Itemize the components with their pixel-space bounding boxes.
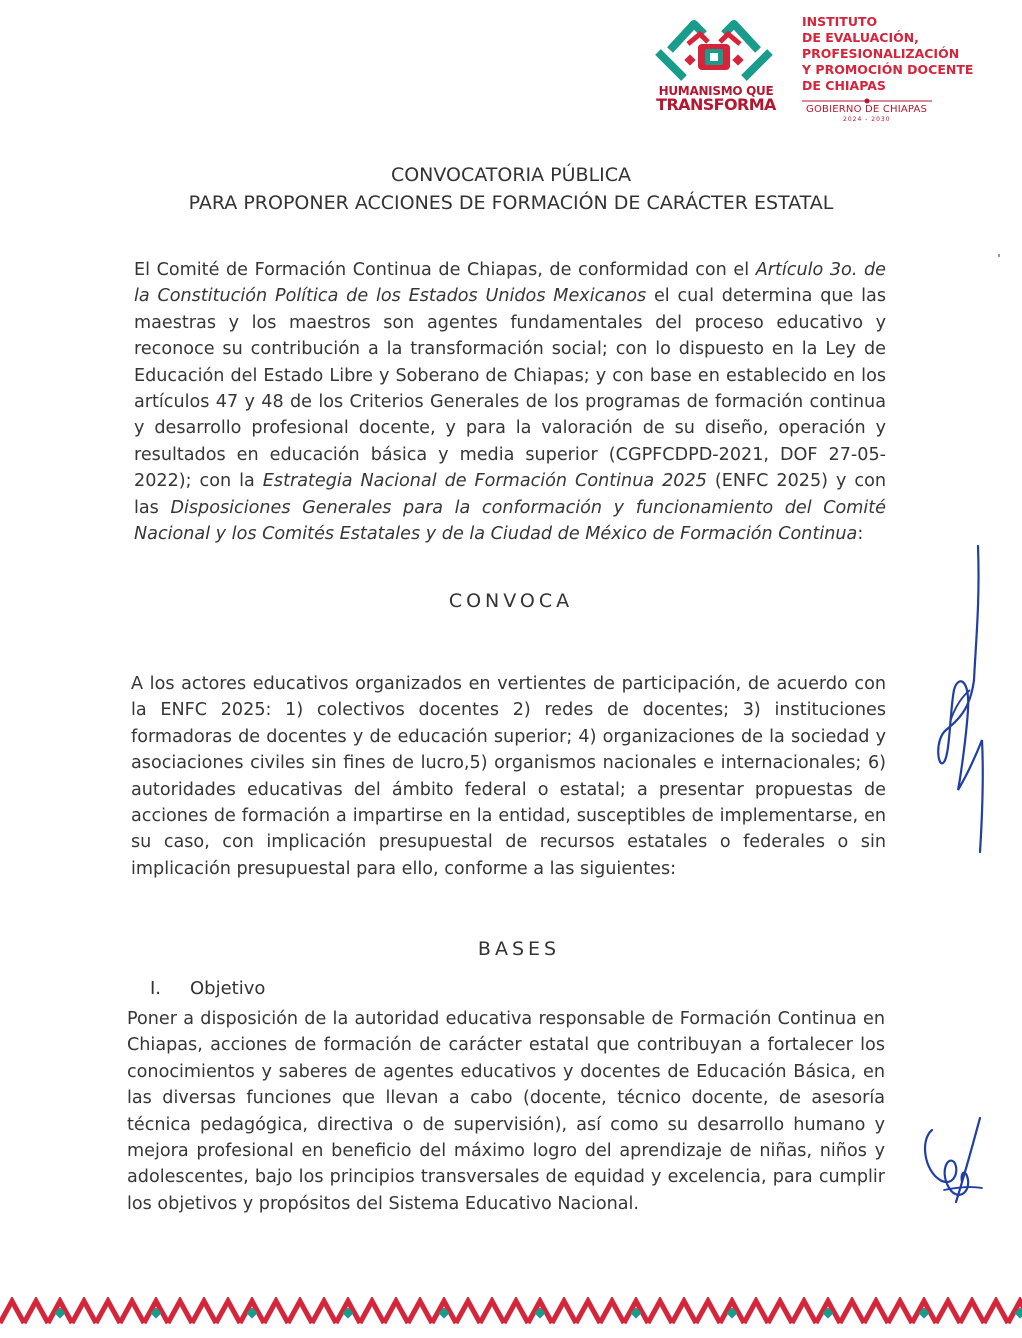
intro-text: el cual determina que las maestras y los maestros son agentes fundamentales del proceso educativo y reconoce su contribución a la transformación social; con lo dispuesto en la Ley de Educación del Estado Libre y Soberano de Chiapas; y con base en establecido en los artículos 47 y 48 de los Criterios Generales de los programas de formación continua y desarrollo profesional docente, y para la valoración de su diseño, operación y resultados en educación básica y media superior (CGPFCDPD-2021, DOF 27-05-2022); con la <box>134 286 886 492</box>
government-years: 2024 - 2030 <box>843 116 891 123</box>
intro-citation: Artículo 3o. de la Constitución Política de los Estados Unidos Mexicanos <box>134 260 887 307</box>
institute-line: Y PROMOCIÓN DOCENTE <box>802 62 974 77</box>
section-title: Objetivo <box>190 978 266 999</box>
logo-slogan <box>654 84 778 112</box>
handwritten-initials <box>910 1110 1000 1210</box>
handwritten-signature <box>920 540 1000 860</box>
bases-heading: BASES <box>477 938 561 960</box>
objetivo-paragraph: Poner a disposición de la autoridad educativa responsable de Formación Continua en Chiapas, acciones de formación de carácter estatal que contribuyan a fortalecer los conocimientos y saberes de agentes educativos y docentes de Educación Básica, en las diversas funciones que llevan a cabo (docente, técnico docente, de asesoría técnica pedagógica, directiva o de supervisión), así como su desarrollo humano y mejora profesional en beneficio del máximo logro del aprendizaje de niñas, niños y adolescentes, bajo los principios transversales de equidad y excelencia, para cumplir los objetivos y propósitos del Sistema Educativo Nacional. <box>127 1009 885 1214</box>
slogan-line-2: TRANSFORMA <box>656 95 776 114</box>
institute-line: INSTITUTO <box>802 14 878 29</box>
decorative-footer-band <box>0 1297 1022 1325</box>
institute-line: PROFESIONALIZACIÓN <box>802 46 960 61</box>
scan-speck <box>998 254 1000 257</box>
section-number: I. <box>150 978 162 999</box>
document-title: CONVOCATORIA PÚBLICA <box>390 164 632 186</box>
intro-citation: Disposiciones Generales para la conformación y funcionamiento del Comité Nacional y los Comités Estatales y de la Ciudad de México de Formación Continua <box>134 497 887 545</box>
government-label: GOBIERNO DE CHIAPAS <box>806 104 928 115</box>
institute-line: DE EVALUACIÓN, <box>802 30 919 45</box>
institute-name <box>802 14 1002 94</box>
intro-text: : <box>857 524 864 545</box>
section-heading <box>150 978 265 999</box>
convoca-heading: CONVOCA <box>448 590 574 612</box>
intro-text: El Comité de Formación Continua de Chiapas, de conformidad con el <box>134 260 756 280</box>
intro-citation: Estrategia Nacional de Formación Continua 2025 <box>262 471 707 492</box>
slogan-line-1: HUMANISMO QUE <box>658 84 774 98</box>
institute-line: DE CHIAPAS <box>802 78 886 93</box>
intro-text: (ENFC 2025) y con las <box>134 471 887 518</box>
intro-paragraph <box>134 257 886 547</box>
document-subtitle: PARA PROPONER ACCIONES DE FORMACIÓN DE CARÁCTER ESTATAL <box>188 192 834 214</box>
humanismo-que-transforma-logo <box>650 16 778 86</box>
convoca-paragraph: A los actores educativos organizados en vertientes de participación, de acuerdo con la ENFC 2025: 1) colectivos docentes 2) redes de docentes; 3) instituciones formadoras de docentes y de educación superior; 4) organizaciones de la sociedad y asociaciones civiles sin fines de lucro,5) organismos nacionales e internacionales; 6) autoridades educativas del ámbito federal o estatal; a presentar propuestas de acciones de formación a impartirse en la entidad, susceptibles de implementarse, en su caso, con implicación presupuestal de recursos estatales o federales o sin implicación presupuestal para ello, conforme a las siguientes: <box>131 674 886 879</box>
